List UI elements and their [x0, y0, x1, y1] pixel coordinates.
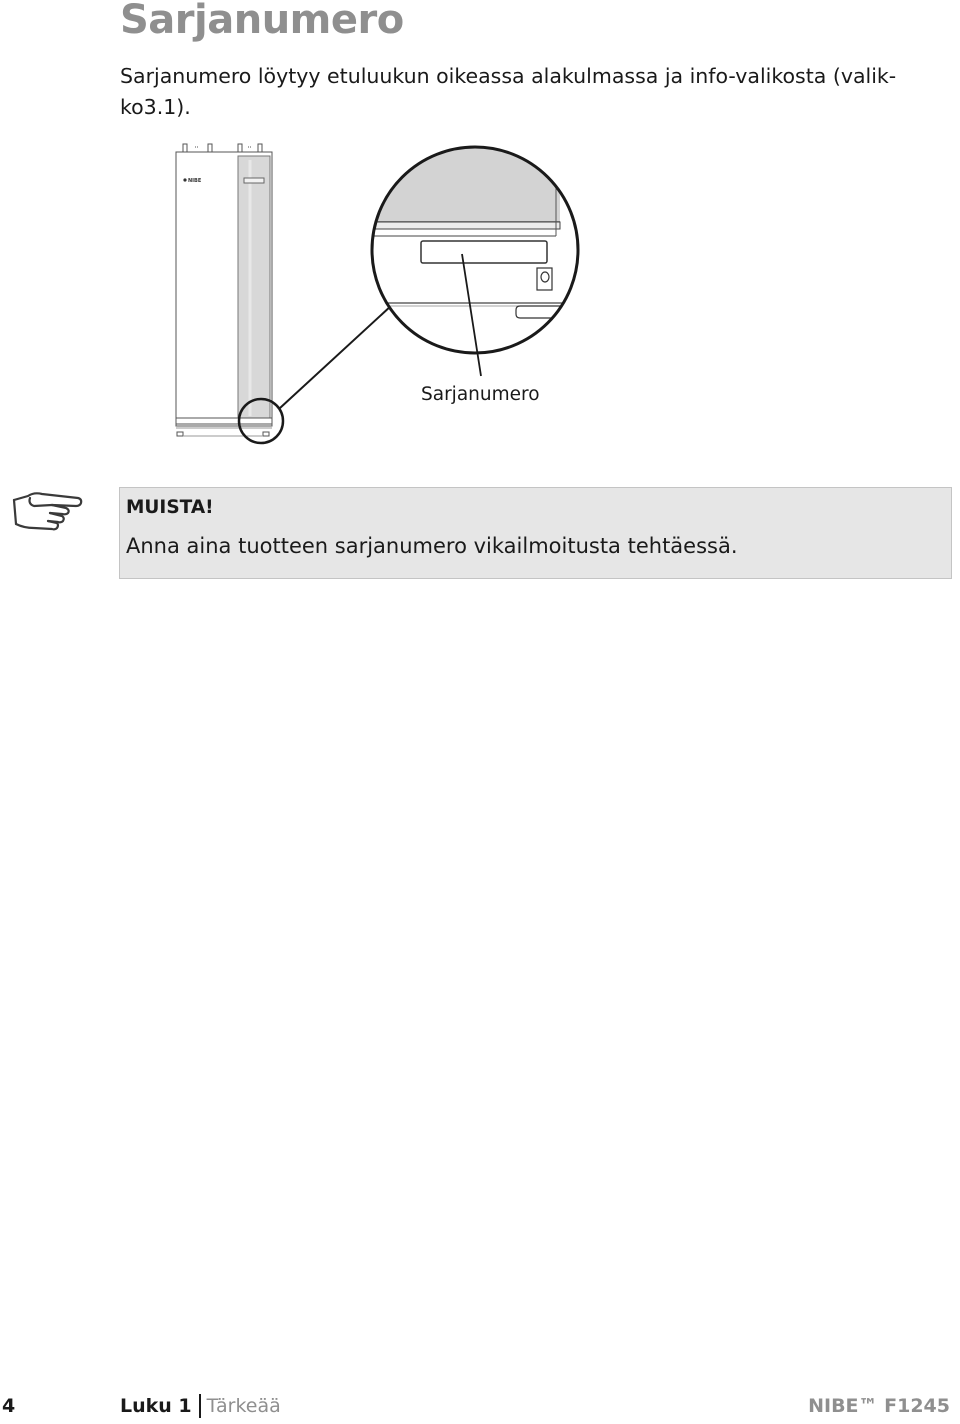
nibe-logo-icon [183, 178, 186, 181]
page-heading: Sarjanumero [120, 0, 404, 43]
footer-chapter [120, 1394, 281, 1418]
serial-number-plate [421, 241, 547, 263]
reminder-notice [119, 487, 952, 579]
notice-text: Anna aina tuotteen sarjanumero vikailmoitusta tehtäessä. [126, 534, 738, 558]
intro-paragraph: Sarjanumero löytyy etuluukun oikeassa alakulmassa ja info-valikosta (valik-ko3.1). [120, 64, 897, 119]
notice-title: MUISTA! [126, 497, 214, 518]
logo-text: NIBE [188, 178, 202, 184]
heat-pump-drawing [176, 144, 272, 436]
magnified-detail [360, 140, 590, 365]
figure-label: Sarjanumero [421, 384, 540, 405]
zoom-connector-line [280, 305, 392, 408]
pointing-hand-icon [8, 486, 84, 536]
page-number: 4 [2, 1395, 16, 1417]
chapter-number: Luku 1 [120, 1395, 192, 1417]
footer-separator [199, 1394, 201, 1418]
chapter-title: Tärkeää [206, 1395, 281, 1417]
footer-product: NIBE™ F1245 [808, 1395, 950, 1417]
